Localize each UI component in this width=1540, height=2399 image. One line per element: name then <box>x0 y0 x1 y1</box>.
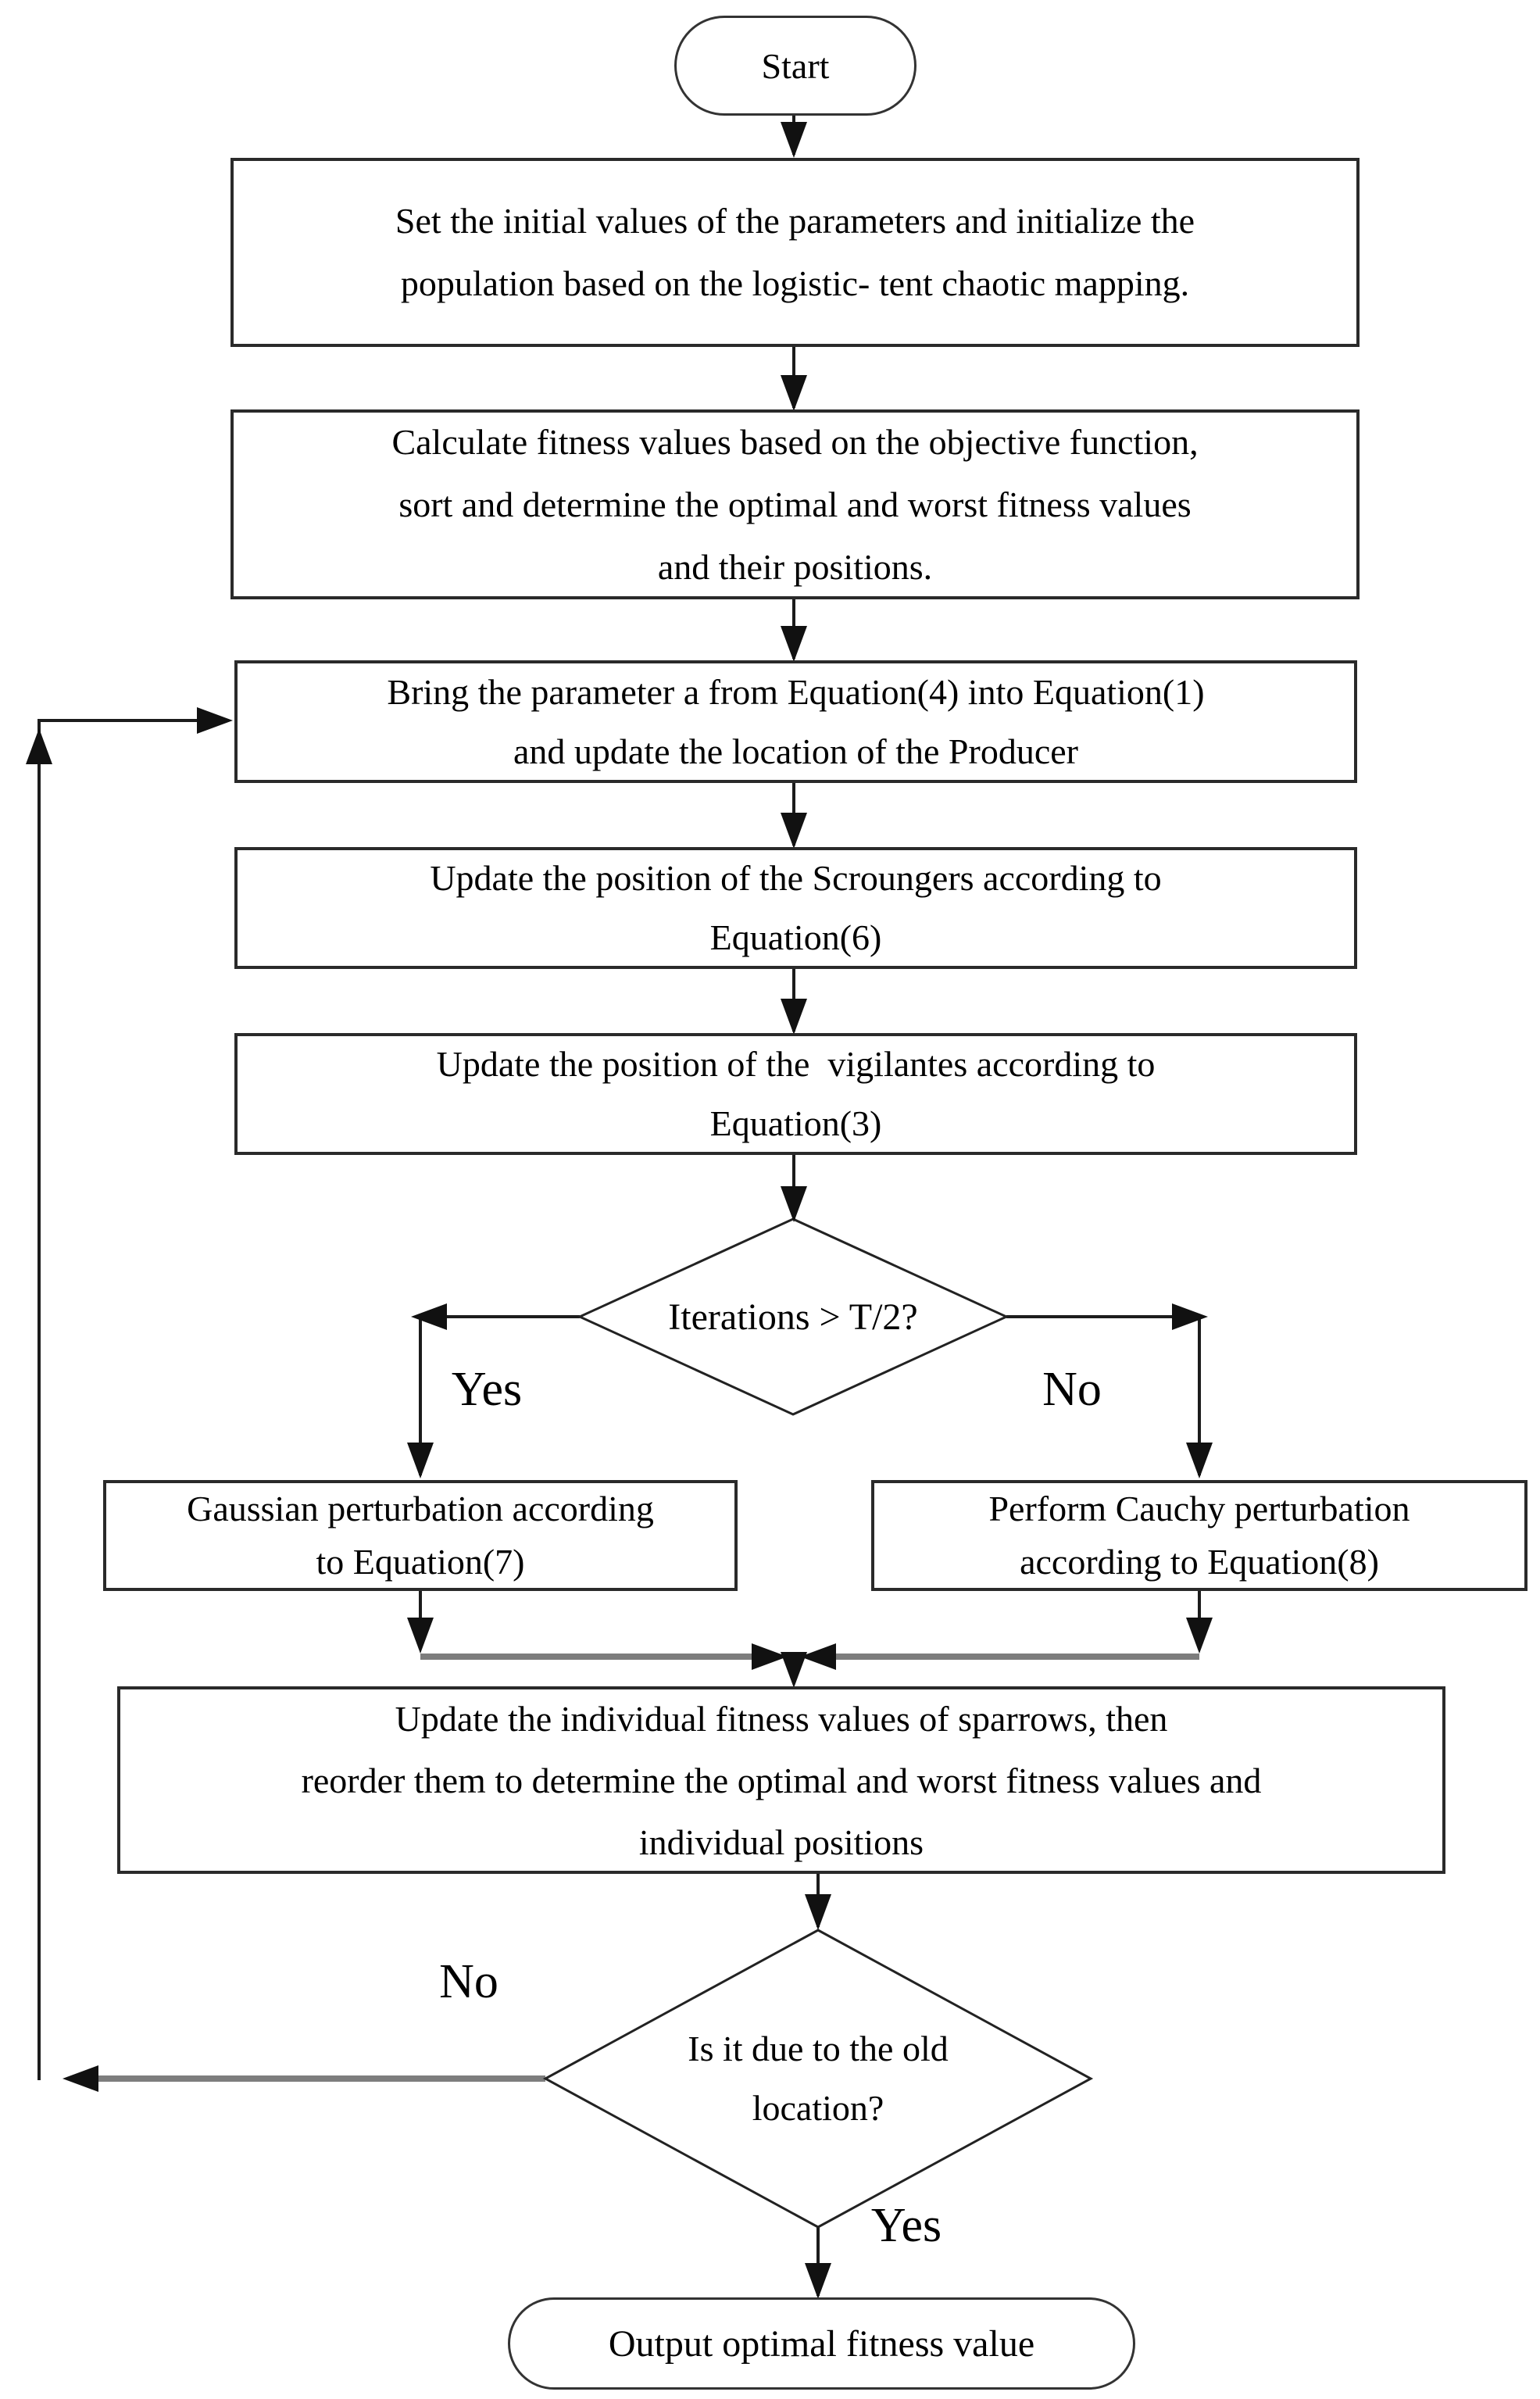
merge-connector <box>420 1591 1199 1683</box>
step-init <box>230 158 1360 347</box>
start-terminal <box>674 16 916 116</box>
step-cauchy-line2: according to Equation(8) <box>1020 1542 1379 1582</box>
step-init-line2: population based on the logistic- tent chaotic mapping. <box>400 263 1190 303</box>
decision-iterations-label: Iterations > T/2? <box>668 1296 918 1338</box>
step-fitness-line2: sort and determine the optimal and worst fitness values <box>398 484 1192 524</box>
step-gaussian <box>103 1480 738 1591</box>
step-gaussian-line1: Gaussian perturbation according <box>187 1489 654 1528</box>
step-scroungers-line1: Update the position of the Scroungers according to <box>430 858 1162 898</box>
step-scroungers <box>234 847 1357 969</box>
label-oldloc-yes: Yes <box>870 2198 942 2252</box>
step-scroungers-line2: Equation(6) <box>709 917 882 957</box>
end-terminal <box>508 2297 1135 2390</box>
step-producer <box>234 660 1357 783</box>
step-fitness <box>230 409 1360 599</box>
step-gaussian-line2: to Equation(7) <box>316 1542 525 1582</box>
step-vigilantes <box>234 1033 1357 1155</box>
start-label: Start <box>761 45 830 86</box>
step-cauchy <box>871 1480 1527 1591</box>
step-vigilantes-line1: Update the position of the vigilantes according to <box>436 1044 1156 1084</box>
step-update-fitness <box>117 1686 1445 1874</box>
step-update-line3: individual positions <box>638 1822 924 1862</box>
step-update-line2: reorder them to determine the optimal and worst fitness values and <box>301 1760 1262 1800</box>
label-iterations-no: No <box>1042 1362 1102 1416</box>
decision-old-location-label: Is it due to the old location? <box>688 2029 949 2128</box>
step-fitness-line1: Calculate fitness values based on the objective function, <box>391 421 1199 462</box>
step-producer-line2: and update the location of the Producer <box>513 731 1078 771</box>
step-init-line1: Set the initial values of the parameters and initialize the <box>395 201 1195 241</box>
label-iterations-yes: Yes <box>451 1362 523 1416</box>
step-producer-line1: Bring the parameter a from Equation(4) into Equation(1) <box>387 671 1205 712</box>
label-oldloc-no: No <box>439 1954 498 2008</box>
step-fitness-line3: and their positions. <box>657 546 933 587</box>
step-cauchy-line1: Perform Cauchy perturbation <box>988 1489 1410 1528</box>
step-update-line1: Update the individual fitness values of sparrows, then <box>395 1698 1168 1739</box>
end-label: Output optimal fitness value <box>608 2322 1035 2365</box>
step-vigilantes-line2: Equation(3) <box>709 1103 882 1143</box>
